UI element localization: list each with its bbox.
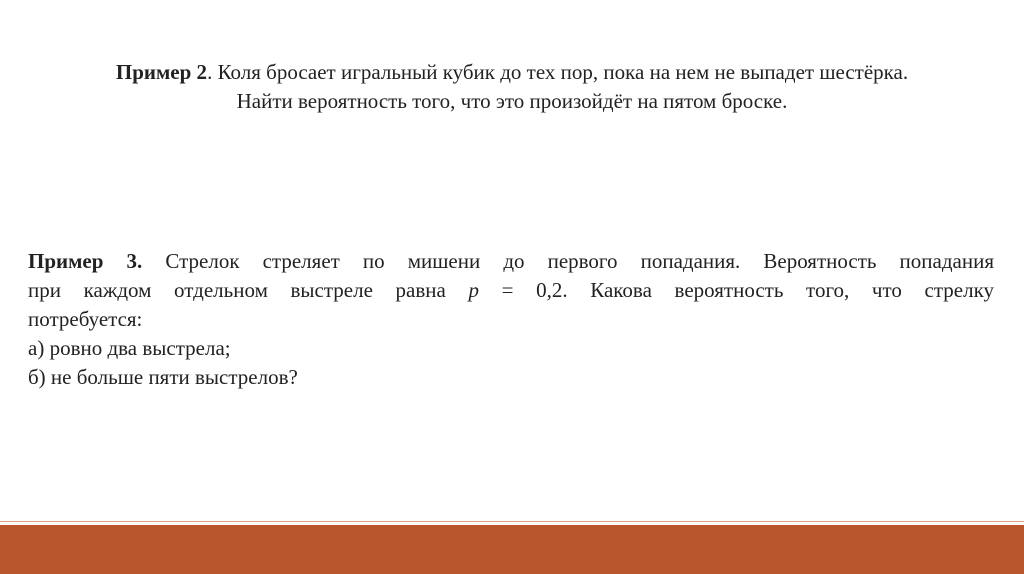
example-2-text-1: . Коля бросает игральный кубик до тех пор, пока на нем не выпадет шестёрка. xyxy=(207,60,909,84)
example-3-text-2a: при каждом отдельном выстреле равна xyxy=(28,278,469,302)
example-3-item-a: а) ровно два выстрела; xyxy=(28,336,231,360)
example-3-label: Пример 3. xyxy=(28,249,143,273)
example-3-paragraph xyxy=(28,247,994,392)
footer-divider xyxy=(0,521,1024,522)
footer-bar xyxy=(0,525,1024,574)
example-3-item-b: б) не больше пяти выстрелов? xyxy=(28,365,298,389)
example-3-line-2 xyxy=(28,276,994,305)
example-2-label: Пример 2 xyxy=(115,60,208,84)
example-3-text-1: Стрелок стреляет по мишени до первого попадания. Вероятность попадания xyxy=(142,249,994,273)
example-3-line-1 xyxy=(28,247,994,276)
example-3-text-2b: = 0,2. Какова вероятность того, что стрелку xyxy=(478,278,994,302)
example-3-line-3: потребуется: xyxy=(28,307,143,331)
example-2-line-2: Найти вероятность того, что это произойдёт на пятом броске. xyxy=(236,89,788,113)
example-2-paragraph xyxy=(20,58,1004,116)
example-2-line-1 xyxy=(20,58,1004,87)
variable-p: p xyxy=(468,278,479,302)
